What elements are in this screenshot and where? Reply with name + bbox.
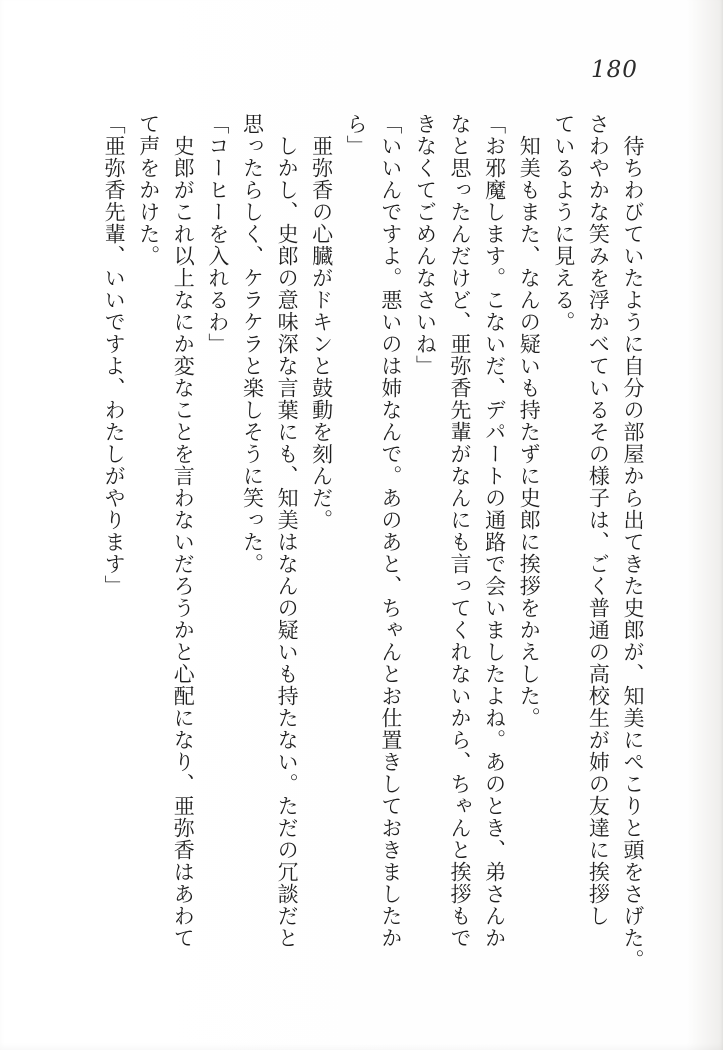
text-line: なと思ったんだけど、亜弥香先輩がなんにも言ってくれないから、ちゃんと挨拶もで [448,113,473,949]
text-line: ら」 [344,113,369,157]
text-line: きなくてごめんなさいね」 [413,113,438,377]
text-block [97,113,651,971]
text-line: 「亜弥香先輩、いいですよ、わたしがやります」 [102,113,127,597]
text-line: 「いいんですよ。悪いのは姉なんで。あのあと、ちゃんとお仕置きしておきましたか [378,113,403,949]
text-line: 知美もまた、なんの疑いも持たずに史郎に挨拶をかえした。 [517,113,542,729]
page-number: 180 [591,57,638,83]
text-line: しかし、史郎の意味深な言葉にも、知美はなんの疑いも持たない。ただの冗談だと [275,113,300,949]
text-line: 思ったらしく、ケラケラと楽しそうに笑った。 [240,113,265,575]
text-line: 「コーヒーを入れるわ」 [205,113,230,355]
text-line: 亜弥香の心臓がドキンと鼓動を刻んだ。 [309,113,334,531]
text-line: 史郎がこれ以上なにか変なことを言わないだろうかと心配になり、亜弥香はあわて [171,113,196,949]
text-line: ているように見える。 [551,113,576,333]
text-line: 「お邪魔します。こないだ、デパートの通路で会いましたよね。あのとき、弟さんか [482,113,507,949]
text-line: さわやかな笑みを浮かべているその様子は、ごく普通の高校生が姉の友達に挨拶し [586,113,611,927]
text-line: 待ちわびていたように自分の部屋から出てきた史郎が、知美にぺこりと頭をさげた。 [621,113,645,971]
text-line: て声をかけた。 [136,113,161,267]
